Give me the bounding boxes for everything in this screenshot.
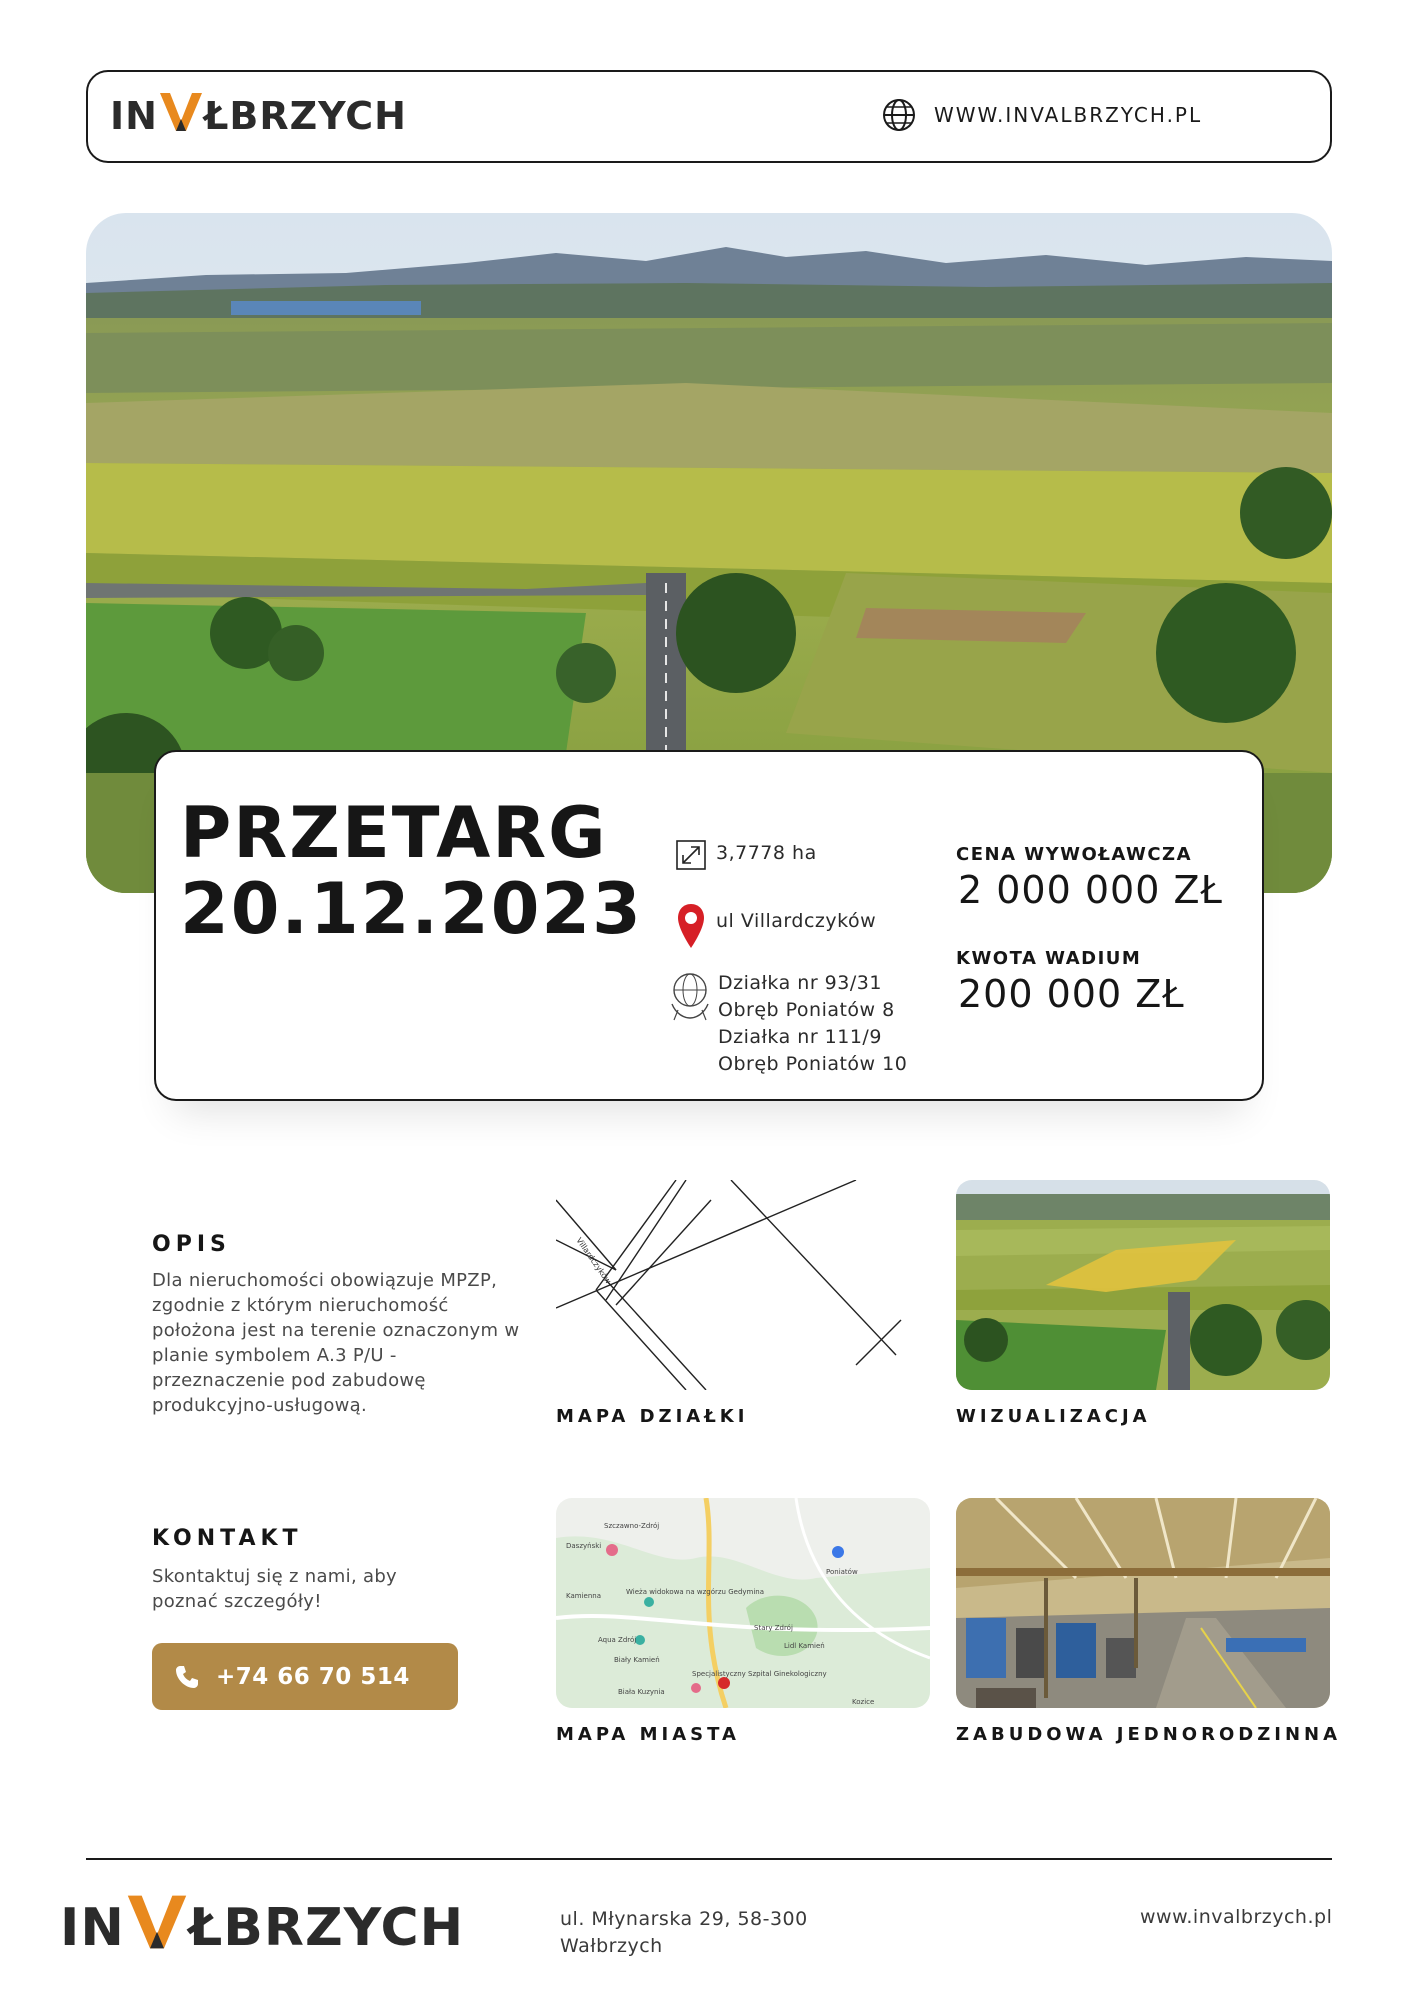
parcel-line: Obręb Poniatów 10 — [718, 1053, 908, 1075]
area-fact — [676, 840, 817, 874]
city-map-caption: MAPA MIASTA — [556, 1724, 740, 1745]
phone-button[interactable] — [152, 1643, 458, 1710]
visualization-caption: WIZUALIZACJA — [956, 1406, 1151, 1427]
parcel-map-caption: MAPA DZIAŁKI — [556, 1406, 749, 1427]
map-street-label: Villardczyków — [574, 1235, 613, 1286]
logo-v-mark — [158, 89, 204, 144]
resize-arrow-icon — [676, 840, 706, 870]
phone-number: +74 66 70 514 — [216, 1663, 410, 1690]
brand-logo[interactable] — [110, 86, 407, 146]
logo-text-end: ŁBRZYCH — [203, 94, 407, 138]
starting-price-value: 2 000 000 ZŁ — [958, 868, 1223, 912]
footer-website-link[interactable]: www.invalbrzych.pl — [1140, 1906, 1333, 1928]
logo-text-end: ŁBRZYCH — [188, 1898, 465, 1958]
city-label: Biała Kuzynia — [618, 1688, 665, 1696]
auction-title: PRZETARG — [180, 792, 608, 874]
city-label: Stary Zdrój — [754, 1624, 793, 1632]
globe-hands-icon — [668, 970, 712, 1022]
phone-icon — [174, 1664, 200, 1690]
footer-brand-logo[interactable] — [60, 1888, 464, 1968]
parcel-line: Obręb Poniatów 8 — [718, 999, 895, 1021]
logo-v-mark — [125, 1890, 189, 1967]
city-label: Szczawno-Zdrój — [604, 1522, 660, 1530]
starting-price-label: CENA WYWOŁAWCZA — [956, 844, 1193, 865]
globe-icon — [882, 98, 916, 132]
area-value: 3,7778 ha — [716, 842, 817, 864]
parcel-line: Działka nr 111/9 — [718, 1026, 882, 1048]
city-label: Biały Kamień — [614, 1656, 660, 1664]
parcel-map-image[interactable] — [556, 1180, 930, 1390]
parcel-line: Działka nr 93/31 — [718, 972, 882, 994]
parcel-fact — [668, 970, 907, 1078]
auction-date: 20.12.2023 — [180, 868, 643, 950]
logo-text-start: IN — [110, 94, 158, 138]
city-map-image[interactable] — [556, 1498, 930, 1708]
deposit-label: KWOTA WADIUM — [956, 948, 1142, 969]
description-text: Dla nieruchomości obowiązuje MPZP, zgodnie z którym nieruchomość położona jest na terenie oznaczonym w planie symbolem A.3 P/U - przeznaczenie pod zabudowę produkcyjno-usługową. — [152, 1270, 520, 1416]
city-label: Poniatów — [826, 1568, 858, 1576]
city-label: Wieża widokowa na wzgórzu Gedymina — [626, 1588, 765, 1596]
header-website[interactable] — [882, 98, 1202, 132]
footer-address — [560, 1906, 808, 1960]
auction-info-card — [154, 750, 1264, 1101]
city-label: Aqua Zdrój — [598, 1636, 637, 1644]
address-line: ul. Młynarska 29, 58-300 — [560, 1908, 808, 1930]
city-label: Daszyński — [566, 1542, 602, 1550]
address-line: Wałbrzych — [560, 1935, 663, 1957]
street-value: ul Villardczyków — [716, 910, 877, 932]
industrial-hall-image[interactable] — [956, 1498, 1330, 1708]
building-caption: ZABUDOWA JEDNORODZINNA — [956, 1724, 1342, 1745]
street-fact — [676, 902, 876, 954]
deposit-value: 200 000 ZŁ — [958, 972, 1185, 1016]
parcel-details — [718, 970, 907, 1078]
city-label: Kamienna — [566, 1592, 601, 1600]
header-website-label: WWW.INVALBRZYCH.PL — [934, 103, 1203, 127]
description-heading: OPIS — [152, 1232, 231, 1257]
map-pin-icon — [676, 902, 706, 950]
contact-heading: KONTAKT — [152, 1526, 303, 1551]
header-bar — [86, 70, 1332, 163]
visualization-image[interactable] — [956, 1180, 1330, 1390]
city-label: Kozice — [852, 1698, 875, 1706]
footer-divider — [86, 1858, 1332, 1860]
logo-text-start: IN — [60, 1898, 125, 1958]
contact-text: Skontaktuj się z nami, aby poznać szczegóły! — [152, 1566, 397, 1612]
city-label: Lidl Kamień — [784, 1642, 825, 1650]
city-label: Specjalistyczny Szpital Ginekologiczny — [692, 1670, 827, 1678]
